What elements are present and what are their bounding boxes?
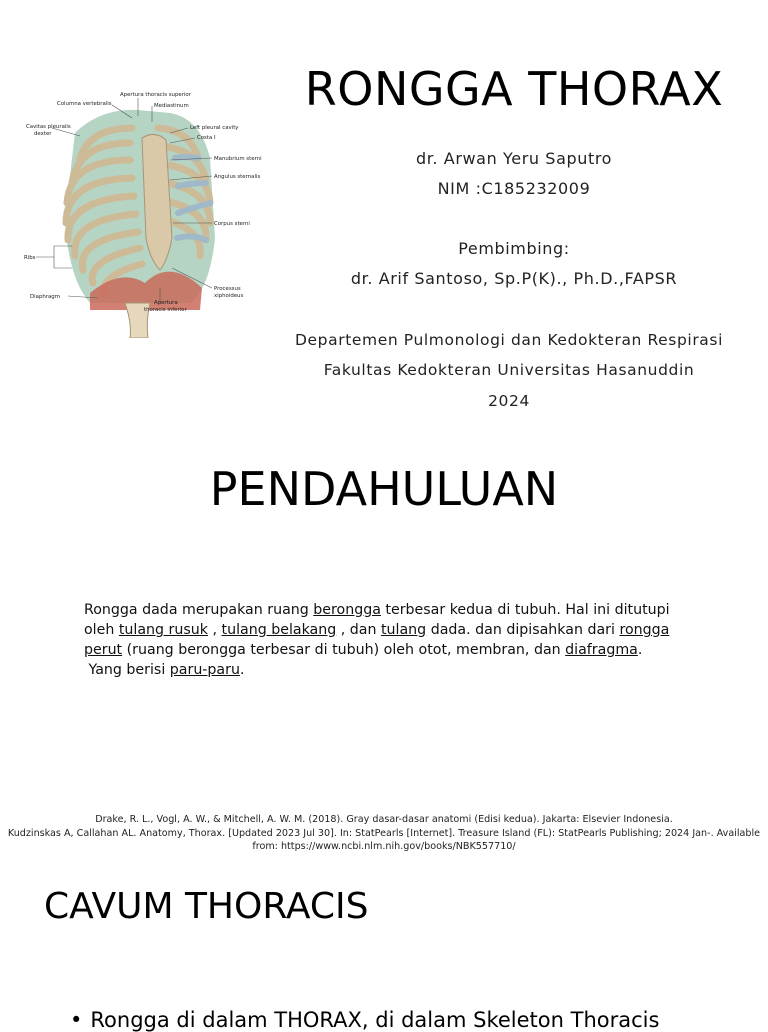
label-apertura-inf-2: thoracis inferior <box>144 307 187 313</box>
references <box>0 813 768 854</box>
label-columna: Columna vertebralis <box>57 101 112 107</box>
label-mediastinum: Mediastinum <box>154 103 189 109</box>
paragraph-line-2: oleh tulang rusuk , tulang belakang , dan tulang dada. dan dipisahkan dari rongga <box>84 622 670 638</box>
paragraph-line-3: perut (ruang berongga terbesar di tubuh) oleh otot, membran, dan diafragma. <box>84 642 643 658</box>
reference-3: from: https://www.ncbi.nlm.nih.gov/books/NBK557710/ <box>252 841 516 852</box>
label-manubrium: Manubrium sterni <box>214 156 262 162</box>
slide3-title: CAVUM THORACIS <box>44 886 369 927</box>
author-nim: NIM :C185232009 <box>437 179 591 198</box>
author-name: dr. Arwan Yeru Saputro <box>415 149 613 168</box>
link-diafragma[interactable]: diafragma <box>565 642 638 658</box>
link-tulang-rusuk[interactable]: tulang rusuk <box>118 622 208 638</box>
label-cavitas-2: dexter <box>34 131 52 137</box>
thorax-anatomy-figure <box>20 88 270 338</box>
faculty: Fakultas Kedokteran Universitas Hasanuddin <box>323 361 695 379</box>
link-berongga[interactable]: berongga <box>313 602 381 618</box>
bullet-text: Rongga di dalam THORAX, di dalam Skeleton Thoracis <box>90 1008 660 1032</box>
supervisor-name: dr. Arif Santoso, Sp.P(K)., Ph.D.,FAPSR <box>350 269 678 288</box>
label-processus-1: Processus <box>214 286 241 292</box>
label-costa: Costa I <box>197 135 216 141</box>
reference-2: Kudzinskas A, Callahan AL. Anatomy, Thorax. [Updated 2023 Jul 30]. In: StatPearls [Internet]. Treasure Island (FL): StatPearls Publishing; 2024 Jan-. Available <box>7 827 761 839</box>
label-processus-2: xiphoideus <box>214 293 244 299</box>
paragraph-line-4: Yang berisi paru-paru. <box>84 662 245 678</box>
link-tulang[interactable]: tulang <box>380 622 427 638</box>
label-ribs: Ribs <box>24 255 36 261</box>
link-rongga-perut-1[interactable]: rongga <box>619 622 670 638</box>
slide2-title: PENDAHULUAN <box>209 462 559 516</box>
label-corpus: Corpus sterni <box>214 221 250 227</box>
label-apertura-superior: Apertura thoracis superior <box>120 92 191 98</box>
label-diaphragm: Diaphragm <box>30 294 60 300</box>
bullet-dot-icon: • <box>70 1008 83 1032</box>
label-angulus: Angulus sternalis <box>214 174 261 180</box>
reference-1: Drake, R. L., Vogl, A. W., & Mitchell, A. W. M. (2018). Gray dasar-dasar anatomi (Edisi kedua). Jakarta: Elsevier Indonesia. <box>95 814 673 825</box>
bullet-item <box>70 1008 659 1032</box>
department: Departemen Pulmonologi dan Kedokteran Respirasi <box>295 331 723 349</box>
year: 2024 <box>488 392 530 410</box>
link-tulang-belakang[interactable]: tulang belakang <box>221 622 337 638</box>
intro-paragraph <box>84 600 694 680</box>
slide1-title: RONGGA THORAX <box>304 62 724 116</box>
paragraph-line-1: Rongga dada merupakan ruang berongga terbesar kedua di tubuh. Hal ini ditutupi <box>84 602 670 618</box>
label-apertura-inf-1: Apertura <box>154 300 178 306</box>
label-left-pleural: Left pleural cavity <box>190 125 239 131</box>
label-cavitas-1: Cavitas pleuralis <box>26 124 71 130</box>
supervisor-label: Pembimbing: <box>458 239 570 258</box>
link-paru-paru[interactable]: paru-paru <box>169 662 240 678</box>
link-rongga-perut-2[interactable]: perut <box>84 642 123 658</box>
